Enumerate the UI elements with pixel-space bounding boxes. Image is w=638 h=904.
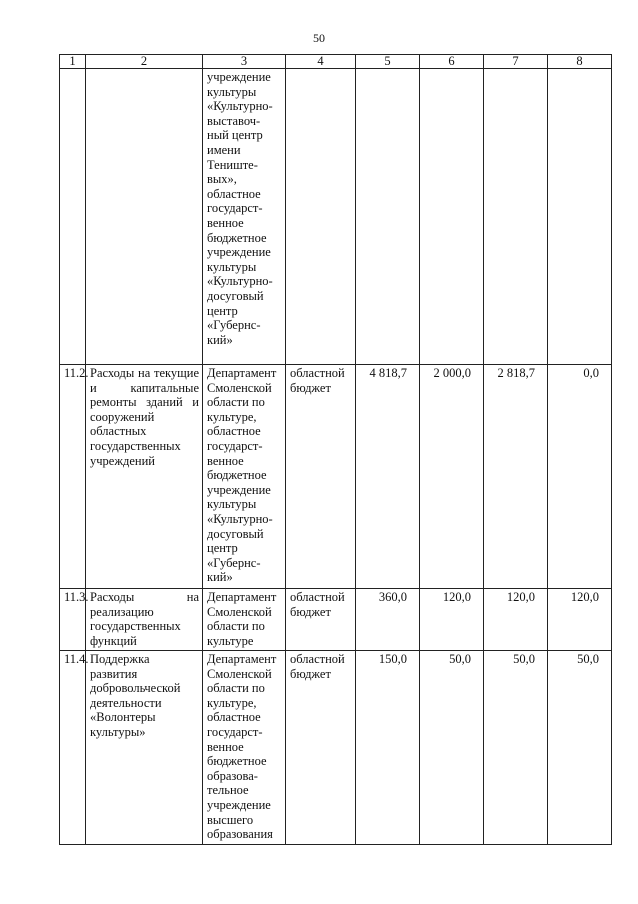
total-amount-cell: 4 818,7 xyxy=(356,365,420,589)
executor-cell: Департамент Смоленской области по культуре, областное государст- венное бюджетное учреждение культуры «Культурно- досуговый центр «Губернс- кий» xyxy=(203,365,286,589)
year2-amount-cell xyxy=(484,69,548,365)
header-col-8: 8 xyxy=(548,55,612,69)
header-col-5: 5 xyxy=(356,55,420,69)
header-col-4: 4 xyxy=(286,55,356,69)
year1-amount-cell xyxy=(420,69,484,365)
row-number-cell: 11.3. xyxy=(60,589,86,651)
total-amount-cell: 150,0 xyxy=(356,651,420,845)
header-col-7: 7 xyxy=(484,55,548,69)
activity-name-cell xyxy=(86,69,203,365)
year1-amount-cell: 2 000,0 xyxy=(420,365,484,589)
table-row xyxy=(60,589,612,651)
executor-cell: Департамент Смоленской области по культуре xyxy=(203,589,286,651)
funding-source-cell: областной бюджет xyxy=(286,365,356,589)
row-number-cell xyxy=(60,69,86,365)
page-number: 50 xyxy=(313,31,325,45)
header-col-3: 3 xyxy=(203,55,286,69)
year2-amount-cell: 50,0 xyxy=(484,651,548,845)
year2-amount-cell: 2 818,7 xyxy=(484,365,548,589)
table-row xyxy=(60,69,612,365)
funding-source-cell xyxy=(286,69,356,365)
row-number-cell: 11.4. xyxy=(60,651,86,845)
total-amount-cell xyxy=(356,69,420,365)
year1-amount-cell: 50,0 xyxy=(420,651,484,845)
activity-name-cell: Расходы на текущие и капитальные ремонты зданий и сооружений областных государственных учреждений xyxy=(86,365,203,589)
row-number-cell: 11.2. xyxy=(60,365,86,589)
executor-cell: учреждение культуры «Культурно- выставоч- ный центр имени Тениште- вых», областное государст- венное бюджетное учреждение культуры «Культурно- досуговый центр «Губернс- кий» xyxy=(203,69,286,365)
year2-amount-cell: 120,0 xyxy=(484,589,548,651)
year3-amount-cell xyxy=(548,69,612,365)
year3-amount-cell: 120,0 xyxy=(548,589,612,651)
total-amount-cell: 360,0 xyxy=(356,589,420,651)
executor-cell: Департамент Смоленской области по культуре, областное государст- венное бюджетное образова- тельное учреждение высшего образования xyxy=(203,651,286,845)
activity-name-cell: Расходы на реализацию государственных функций xyxy=(86,589,203,651)
year3-amount-cell: 50,0 xyxy=(548,651,612,845)
table-row xyxy=(60,651,612,845)
activity-name-cell: Поддержка развития добровольческой деятельности «Волонтеры культуры» xyxy=(86,651,203,845)
program-activities-table xyxy=(59,54,612,845)
year3-amount-cell: 0,0 xyxy=(548,365,612,589)
table-row xyxy=(60,365,612,589)
header-col-6: 6 xyxy=(420,55,484,69)
funding-source-cell: областной бюджет xyxy=(286,589,356,651)
header-col-1: 1 xyxy=(60,55,86,69)
header-col-2: 2 xyxy=(86,55,203,69)
funding-source-cell: областной бюджет xyxy=(286,651,356,845)
year1-amount-cell: 120,0 xyxy=(420,589,484,651)
table-header-row xyxy=(60,55,612,69)
